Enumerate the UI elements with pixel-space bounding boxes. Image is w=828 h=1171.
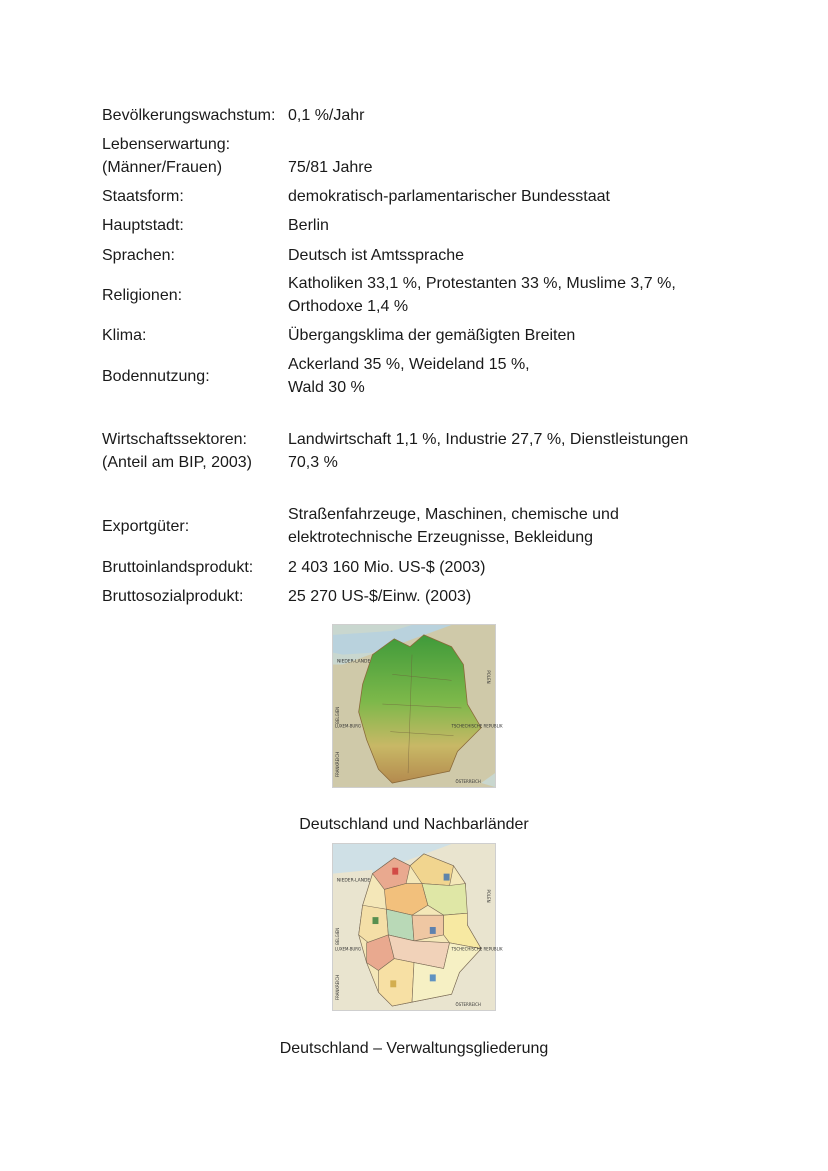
value-bevoelkerungswachstum: 0,1 %/Jahr (288, 107, 365, 124)
label-bodennutzung: Bodennutzung: (102, 368, 210, 385)
label-anteil-am-bip: (Anteil am BIP, 2003) (102, 454, 253, 471)
value-bruttosozialprodukt: 25 270 US-$/Einw. (2003) (288, 588, 472, 605)
label-luxemburg: LUXEM-BURG (334, 723, 362, 729)
label-polen: POLEN (486, 670, 492, 684)
label-bevoelkerungswachstum: Bevölkerungswachstum: (102, 107, 276, 124)
value-religionen-line1: Katholiken 33,1 %, Protestanten 33 %, Muslime 3,7 %, (288, 275, 676, 292)
map-administrative-germany (332, 843, 503, 1011)
label-hauptstadt: Hauptstadt: (102, 217, 184, 234)
label-belgien: BELGIEN (334, 706, 340, 724)
value-hauptstadt: Berlin (288, 217, 329, 234)
value-exportgueter-line2: elektrotechnische Erzeugnisse, Bekleidung (288, 529, 594, 546)
value-wirtschaftssektoren-line1: Landwirtschaft 1,1 %, Industrie 27,7 %, Dienstleistungen (288, 431, 689, 448)
label-sprachen: Sprachen: (102, 247, 175, 264)
label-lebenserwartung: Lebenserwartung: (102, 136, 231, 153)
label-niederlande: NIEDER-LANDE (336, 659, 371, 665)
value-religionen-line2: Orthodoxe 1,4 % (288, 298, 409, 315)
label-polen-admin: POLEN (486, 889, 492, 903)
caption-map-physical: Deutschland und Nachbarländer (299, 816, 529, 833)
label-exportgueter: Exportgüter: (102, 518, 190, 535)
caption-map-administrative: Deutschland – Verwaltungsgliederung (279, 1040, 549, 1057)
label-religionen: Religionen: (102, 287, 183, 304)
value-staatsform: demokratisch-parlamentarischer Bundesstaat (288, 188, 610, 205)
label-maenner-frauen: (Männer/Frauen) (102, 159, 223, 176)
label-staatsform: Staatsform: (102, 188, 184, 205)
value-bodennutzung-line2: Wald 30 % (288, 379, 365, 396)
label-frankreich-admin: FRANKREICH (334, 974, 340, 1001)
value-bruttoinlandsprodukt: 2 403 160 Mio. US-$ (2003) (288, 559, 486, 576)
label-oesterreich-admin: ÖSTERREICH (455, 1002, 481, 1008)
value-klima: Übergangsklima der gemäßigten Breiten (288, 327, 576, 344)
label-belgien-admin: BELGIEN (334, 927, 340, 945)
label-luxemburg-admin: LUXEM-BURG (334, 946, 362, 952)
physical-map-graphic (333, 625, 503, 787)
label-wirtschaftssektoren: Wirtschaftssektoren: (102, 431, 247, 448)
label-oesterreich: ÖSTERREICH (455, 779, 481, 785)
label-niederlande-admin: NIEDER-LANDE (336, 878, 371, 884)
value-sprachen: Deutsch ist Amtssprache (288, 247, 465, 264)
value-exportgueter-line1: Straßenfahrzeuge, Maschinen, chemische und (288, 506, 619, 523)
label-bruttoinlandsprodukt: Bruttoinlandsprodukt: (102, 559, 254, 576)
label-tschechien: TSCHECHISCHE REPUBLIK (451, 723, 503, 729)
label-bruttosozialprodukt: Bruttosozialprodukt: (102, 588, 244, 605)
value-wirtschaftssektoren-line2: 70,3 % (288, 454, 338, 471)
value-bodennutzung-line1: Ackerland 35 %, Weideland 15 %, (288, 356, 530, 373)
label-frankreich: FRANKREICH (334, 751, 340, 778)
value-lebenserwartung: 75/81 Jahre (288, 159, 373, 176)
label-klima: Klima: (102, 327, 147, 344)
map-physical-germany (332, 624, 503, 788)
administrative-map-graphic (333, 844, 503, 1010)
label-tschechien-admin: TSCHECHISCHE REPUBLIK (451, 946, 503, 952)
